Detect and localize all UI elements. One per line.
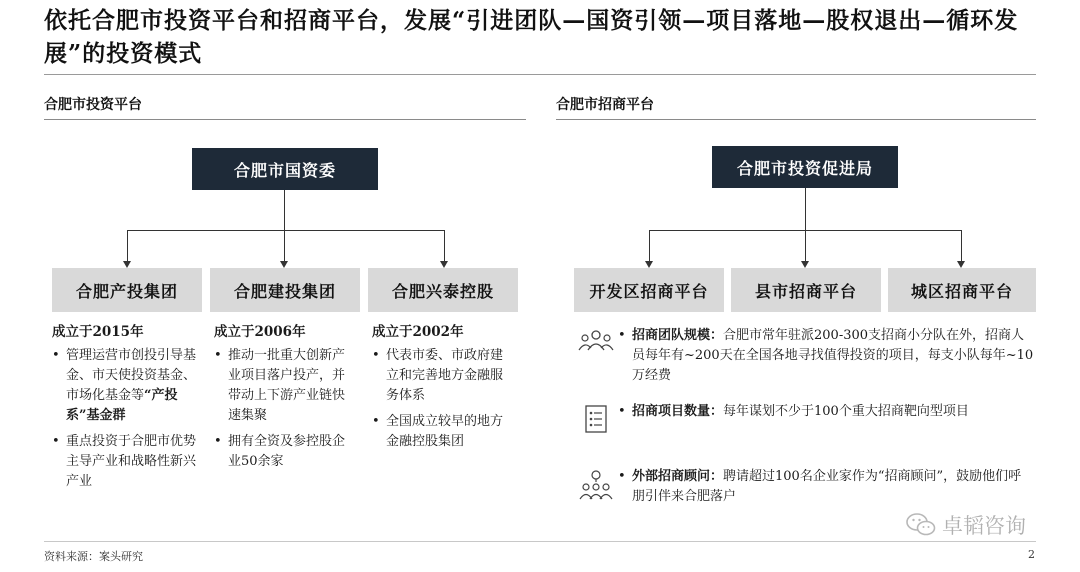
connector-line [805,188,806,230]
page-number: 2 [1028,548,1035,561]
feature-team-size: • 招商团队规模：合肥市常年驻派200-300支招商小分队在外，招商人员每年有~200天在全国各地寻找值得投资的项目，每支小队每年~10万经费 [574,326,1034,386]
page-title: 依托合肥市投资平台和招商平台，发展“引进团队—国资引领—项目落地—股权退出—循环发展”的投资模式 [44,7,1019,67]
watermark-text: 卓韬咨询 [942,514,1026,538]
arrow-head [957,261,965,268]
right-section-title: 合肥市招商平台 [556,97,654,113]
source-note: 资料来源：案头研究 [44,550,143,563]
group-box-xingtai: 合肥兴泰控股 [368,268,518,312]
wechat-icon [906,512,936,538]
list-item: • 全国成立较早的地方金融控股集团 [372,412,512,452]
connector-line [444,230,445,261]
list-item: • 重点投资于合肥市优势主导产业和战略性新兴产业 [52,432,200,492]
list-item: • 拥有全资及参控股企业50余家 [214,432,354,472]
left-section-divider [44,119,526,120]
feature-label: 外部招商顾问： [632,469,724,484]
arrow-head [645,261,653,268]
connector-line [961,230,962,261]
established-year: 成立于2006年 [214,324,306,340]
connector-line [805,230,806,261]
feature-project-count: • 招商项目数量：每年谋划不少于100个重大招商靶向型项目 [574,402,1034,434]
arrow-head [280,261,288,268]
group-detail-jiantou [214,322,354,478]
arrow-head [801,261,809,268]
connector-line [127,230,128,261]
established-year: 成立于2015年 [52,324,144,340]
list-item: • 管理运营市创投引导基金、市天使投资基金、市场化基金等“产投系”基金群 [52,346,200,426]
feature-text: 每年谋划不少于100个重大招商靶向型项目 [723,404,969,419]
team-icon [574,326,618,386]
list-item: • 代表市委、市政府建立和完善地方金融服务体系 [372,346,512,406]
footer-divider [44,541,1036,542]
group-detail-xingtai [372,322,512,458]
feature-text: 合肥市常年驻派200-300支招商小分队在外，招商人员每年有~200天在全国各地寻找值得投资的项目，每支小队每年~10万经费 [632,328,1034,383]
highlight-text: “产投系”基金群 [66,388,178,423]
group-box-jiantou: 合肥建投集团 [210,268,360,312]
right-section-divider [556,119,1036,120]
established-year: 成立于2002年 [372,324,464,340]
feature-external-advisors: • 外部招商顾问：聘请超过100名企业家作为“招商顾问”，鼓励他们呼朋引伴来合肥落户 [574,467,1034,507]
watermark [906,510,1026,540]
investment-promotion-bureau-box: 合肥市投资促进局 [712,146,898,188]
connector-line [127,230,445,231]
platform-box-urban: 城区招商平台 [888,268,1036,312]
arrow-head [123,261,131,268]
list-item: • 推动一批重大创新产业项目落户投产，并带动上下游产业链快速集聚 [214,346,354,426]
platform-box-county: 县市招商平台 [731,268,881,312]
advisor-icon [574,467,618,507]
title-divider [44,74,1036,75]
platform-box-devzone: 开发区招商平台 [574,268,724,312]
connector-line [284,230,285,261]
connector-line [284,190,285,230]
feature-label: 招商项目数量： [632,404,724,419]
feature-text: 聘请超过100名企业家作为“招商顾问”，鼓励他们呼朋引伴来合肥落户 [632,469,1022,504]
group-box-chantou: 合肥产投集团 [52,268,202,312]
checklist-icon [574,402,618,434]
feature-label: 招商团队规模： [632,328,724,343]
sasac-box: 合肥市国资委 [192,148,378,190]
group-detail-chantou [52,322,200,498]
arrow-head [440,261,448,268]
left-section-title: 合肥市投资平台 [44,97,142,113]
connector-line [649,230,650,261]
